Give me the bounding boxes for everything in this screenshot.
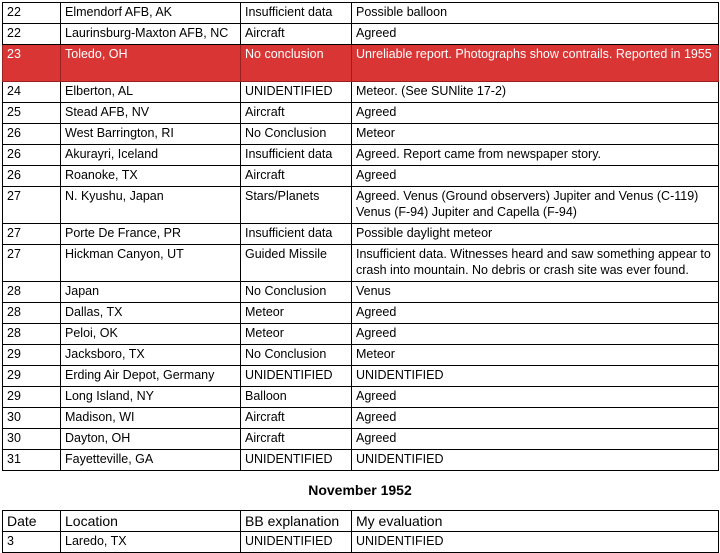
table-row-highlighted <box>3 45 719 82</box>
header-location: Location <box>61 511 241 532</box>
cell-bb-explanation: No conclusion <box>241 45 352 82</box>
cell-date: 27 <box>3 187 61 224</box>
cell-location: Laredo, TX <box>61 532 241 553</box>
cell-my-evaluation: Agreed <box>352 387 719 408</box>
cell-date: 28 <box>3 303 61 324</box>
cell-date: 28 <box>3 282 61 303</box>
cell-date: 30 <box>3 408 61 429</box>
cell-bb-explanation: Insufficient data <box>241 224 352 245</box>
table-header-row <box>3 511 719 532</box>
cell-bb-explanation: UNIDENTIFIED <box>241 82 352 103</box>
cell-my-evaluation: Venus <box>352 282 719 303</box>
cell-bb-explanation: Guided Missile <box>241 245 352 282</box>
cell-my-evaluation: Agreed. Venus (Ground observers) Jupiter and Venus (C-119) Venus (F-94) Jupiter and Capella (F-94) <box>352 187 719 224</box>
cell-my-evaluation: UNIDENTIFIED <box>352 450 719 471</box>
cell-location: Jacksboro, TX <box>61 345 241 366</box>
cell-bb-explanation: Balloon <box>241 387 352 408</box>
cell-bb-explanation: No Conclusion <box>241 345 352 366</box>
cell-location: Fayetteville, GA <box>61 450 241 471</box>
cell-location: Roanoke, TX <box>61 166 241 187</box>
cell-my-evaluation: UNIDENTIFIED <box>352 532 719 553</box>
cell-my-evaluation: Possible daylight meteor <box>352 224 719 245</box>
cell-bb-explanation: UNIDENTIFIED <box>241 532 352 553</box>
table-row <box>3 103 719 124</box>
cell-my-evaluation: Agreed <box>352 324 719 345</box>
cell-location: Stead AFB, NV <box>61 103 241 124</box>
table-row <box>3 3 719 24</box>
cell-bb-explanation: Stars/Planets <box>241 187 352 224</box>
section-title: November 1952 <box>308 482 412 498</box>
cell-my-evaluation: Agreed <box>352 103 719 124</box>
cell-my-evaluation: Meteor. (See SUNlite 17-2) <box>352 82 719 103</box>
cell-location: West Barrington, RI <box>61 124 241 145</box>
cell-date: 22 <box>3 24 61 45</box>
cell-bb-explanation: Insufficient data <box>241 145 352 166</box>
cell-date: 30 <box>3 429 61 450</box>
cell-bb-explanation: Meteor <box>241 303 352 324</box>
cell-date: 26 <box>3 145 61 166</box>
table-row <box>3 224 719 245</box>
cell-my-evaluation: Agreed. Report came from newspaper story. <box>352 145 719 166</box>
cell-location: Dallas, TX <box>61 303 241 324</box>
cell-location: Dayton, OH <box>61 429 241 450</box>
cell-location: Toledo, OH <box>61 45 241 82</box>
cell-my-evaluation: Agreed <box>352 166 719 187</box>
cell-bb-explanation: UNIDENTIFIED <box>241 450 352 471</box>
cell-location: Laurinsburg-Maxton AFB, NC <box>61 24 241 45</box>
cell-bb-explanation: Meteor <box>241 324 352 345</box>
header-bb-explanation: BB explanation <box>241 511 352 532</box>
cell-location: Madison, WI <box>61 408 241 429</box>
cell-bb-explanation: UNIDENTIFIED <box>241 366 352 387</box>
cell-location: Akurayri, Iceland <box>61 145 241 166</box>
cell-date: 29 <box>3 366 61 387</box>
table-row <box>3 24 719 45</box>
cell-date: 31 <box>3 450 61 471</box>
cell-my-evaluation: Insufficient data. Witnesses heard and saw something appear to crash into mountain. No debris or crash site was ever found. <box>352 245 719 282</box>
october-sightings-table <box>2 2 719 471</box>
cell-date: 22 <box>3 3 61 24</box>
cell-location: Erding Air Depot, Germany <box>61 366 241 387</box>
cell-location: Hickman Canyon, UT <box>61 245 241 282</box>
table-row <box>3 450 719 471</box>
table-row <box>3 282 719 303</box>
cell-my-evaluation: Agreed <box>352 408 719 429</box>
cell-my-evaluation: Agreed <box>352 303 719 324</box>
cell-bb-explanation: Aircraft <box>241 166 352 187</box>
cell-bb-explanation: Aircraft <box>241 429 352 450</box>
table-row <box>3 124 719 145</box>
cell-location: Elberton, AL <box>61 82 241 103</box>
cell-bb-explanation: Aircraft <box>241 24 352 45</box>
header-date: Date <box>3 511 61 532</box>
table-row <box>3 387 719 408</box>
table-row <box>3 245 719 282</box>
table-row <box>3 324 719 345</box>
october-table-body <box>3 3 719 471</box>
header-my-evaluation: My evaluation <box>352 511 719 532</box>
cell-location: N. Kyushu, Japan <box>61 187 241 224</box>
cell-date: 28 <box>3 324 61 345</box>
cell-my-evaluation: UNIDENTIFIED <box>352 366 719 387</box>
cell-bb-explanation: Aircraft <box>241 103 352 124</box>
table-row <box>3 82 719 103</box>
cell-my-evaluation: Unreliable report. Photographs show contrails. Reported in 1955 <box>352 45 719 82</box>
cell-my-evaluation: Agreed <box>352 24 719 45</box>
cell-my-evaluation: Meteor <box>352 345 719 366</box>
cell-my-evaluation: Meteor <box>352 124 719 145</box>
cell-date: 23 <box>3 45 61 82</box>
table-row <box>3 408 719 429</box>
table-row <box>3 429 719 450</box>
cell-location: Japan <box>61 282 241 303</box>
cell-location: Elmendorf AFB, AK <box>61 3 241 24</box>
cell-date: 27 <box>3 245 61 282</box>
cell-bb-explanation: No Conclusion <box>241 124 352 145</box>
table-row <box>3 532 719 553</box>
cell-my-evaluation: Possible balloon <box>352 3 719 24</box>
cell-date: 26 <box>3 124 61 145</box>
cell-location: Long Island, NY <box>61 387 241 408</box>
cell-bb-explanation: Aircraft <box>241 408 352 429</box>
cell-location: Peloi, OK <box>61 324 241 345</box>
cell-date: 27 <box>3 224 61 245</box>
cell-date: 3 <box>3 532 61 553</box>
cell-date: 25 <box>3 103 61 124</box>
table-row <box>3 345 719 366</box>
table-row <box>3 303 719 324</box>
cell-date: 29 <box>3 345 61 366</box>
cell-bb-explanation: Insufficient data <box>241 3 352 24</box>
cell-bb-explanation: No Conclusion <box>241 282 352 303</box>
cell-date: 26 <box>3 166 61 187</box>
cell-date: 29 <box>3 387 61 408</box>
cell-date: 24 <box>3 82 61 103</box>
table-row <box>3 366 719 387</box>
table-row <box>3 145 719 166</box>
november-sightings-table <box>2 510 719 553</box>
table-row <box>3 187 719 224</box>
cell-my-evaluation: Agreed <box>352 429 719 450</box>
cell-location: Porte De France, PR <box>61 224 241 245</box>
table-row <box>3 166 719 187</box>
